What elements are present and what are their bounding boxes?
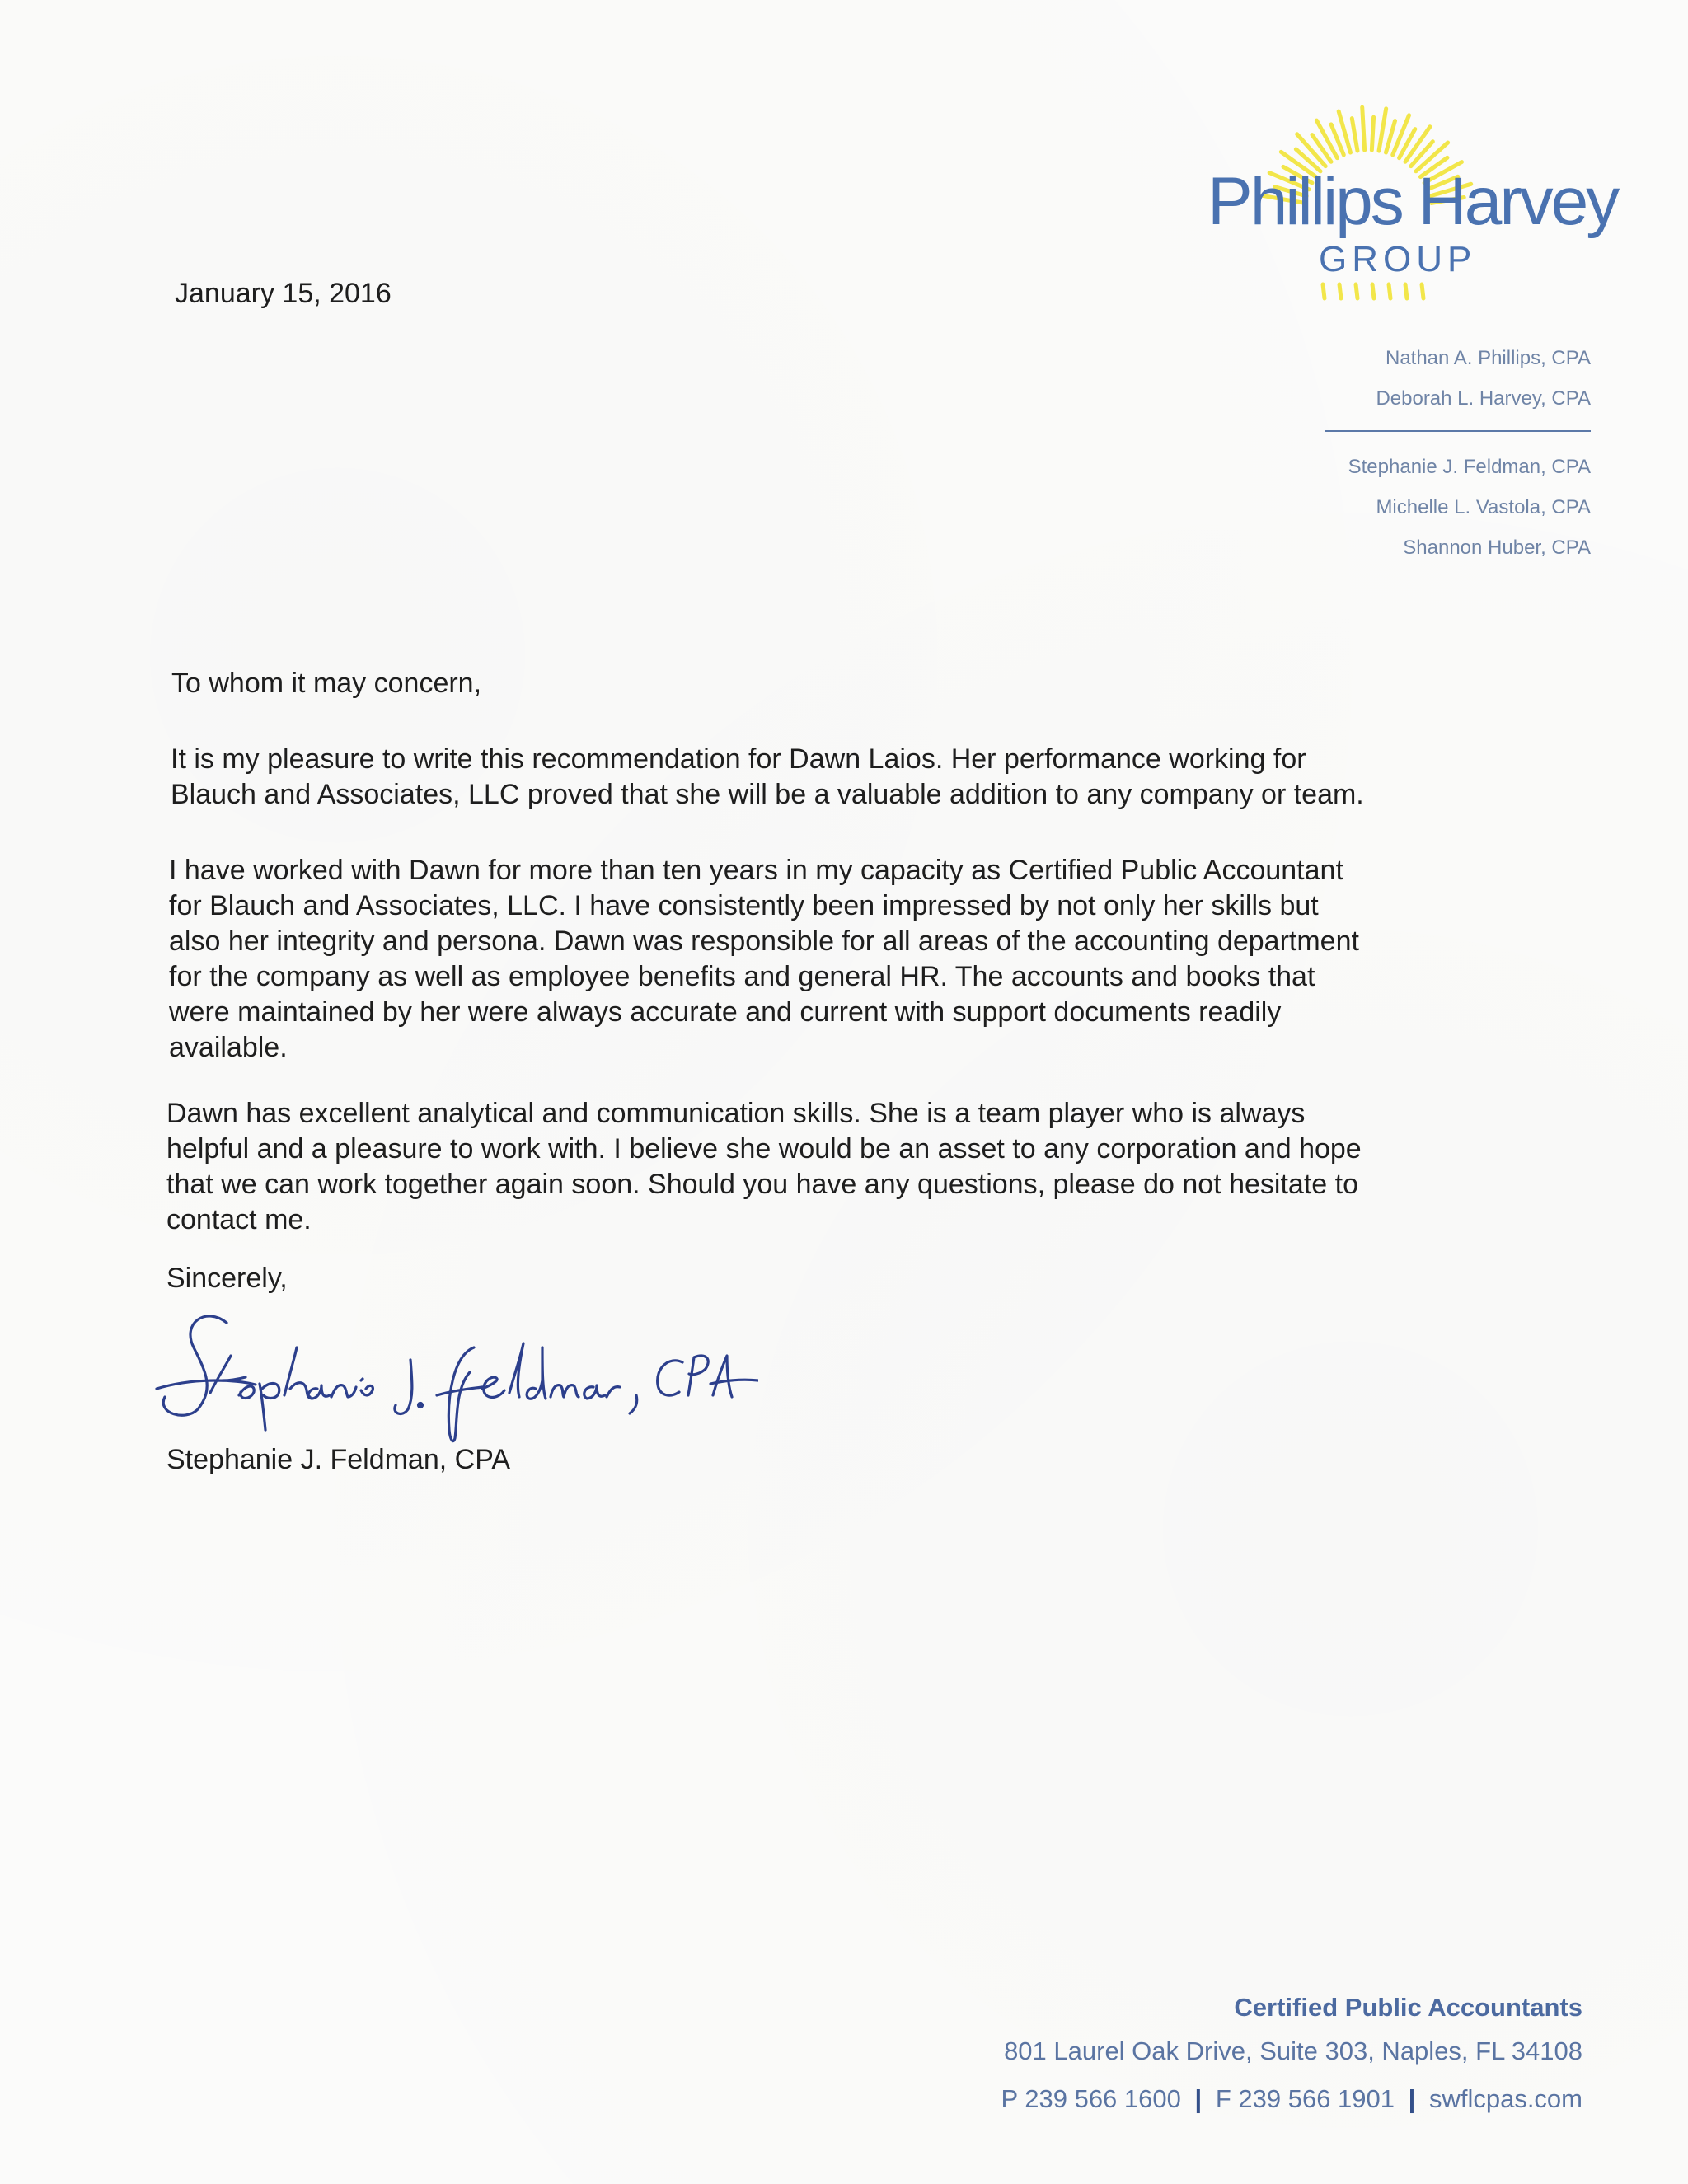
- paragraph-line: contact me.: [166, 1204, 312, 1235]
- associate-name: Michelle L. Vastola, CPA: [1376, 496, 1591, 518]
- paragraph-2: [169, 853, 1488, 1066]
- paragraph-line: for the company as well as employee benefits and general HR. The accounts and books that: [169, 961, 1315, 992]
- logo-group-text: GROUP: [1319, 239, 1477, 279]
- letter-closing: Sincerely,: [166, 1263, 288, 1294]
- paragraph-line: It is my pleasure to write this recommendation for Dawn Laios. Her performance working for: [171, 743, 1306, 775]
- partner-name: Nathan A. Phillips, CPA: [1385, 347, 1591, 369]
- associate-name: Stephanie J. Feldman, CPA: [1348, 456, 1591, 478]
- paragraph-line: I have worked with Dawn for more than ten years in my capacity as Certified Public Accountant: [169, 855, 1343, 886]
- partner-name: Deborah L. Harvey, CPA: [1376, 387, 1591, 410]
- letterhead-footer: [1001, 1988, 1582, 2123]
- sun-ray: [1352, 119, 1357, 151]
- associate-name: Shannon Huber, CPA: [1403, 537, 1591, 559]
- paragraph-1: [171, 742, 1489, 813]
- signer-name: Stephanie J. Feldman, CPA: [166, 1444, 511, 1475]
- footer-address: 801 Laurel Oak Drive, Suite 303, Naples, FL 34108: [1004, 2036, 1582, 2065]
- sun-ray: [1362, 107, 1365, 150]
- footer-phone: P 239 566 1600: [1001, 2084, 1181, 2113]
- letter-date: January 15, 2016: [175, 278, 392, 309]
- paragraph-line: available.: [169, 1032, 288, 1063]
- footer-fax: F 239 566 1901: [1215, 2084, 1395, 2113]
- paragraph-line: Blauch and Associates, LLC proved that she will be a valuable addition to any company or team.: [171, 779, 1364, 810]
- footer-separator: |: [1194, 2084, 1203, 2113]
- handwritten-signature: [148, 1298, 758, 1446]
- paragraph-line: for Blauch and Associates, LLC. I have consistently been impressed by not only her skills but: [169, 890, 1319, 921]
- partner-divider: [1325, 430, 1591, 432]
- sun-ray: [1379, 109, 1386, 151]
- footer-separator: |: [1408, 2084, 1416, 2113]
- paragraph-3: [166, 1096, 1485, 1238]
- paragraph-line: also her integrity and persona. Dawn was responsible for all areas of the accounting department: [169, 926, 1359, 957]
- letter-salutation: To whom it may concern,: [171, 668, 482, 699]
- sun-ray: [1372, 117, 1373, 150]
- footer-contact-line: [1001, 2075, 1582, 2123]
- footer-title: Certified Public Accountants: [1234, 1993, 1582, 2022]
- paragraph-line: were maintained by her were always accurate and current with support documents readily: [169, 996, 1282, 1028]
- paragraph-line: helpful and a pleasure to work with. I believe she would be an asset to any corporation and hope: [166, 1133, 1362, 1165]
- footer-website: swflcpas.com: [1428, 2084, 1582, 2113]
- partner-list: [1325, 338, 1591, 568]
- logo-wordmark: Phillips Harvey: [1207, 164, 1618, 239]
- paragraph-line: that we can work together again soon. Should you have any questions, please do not hesitate to: [166, 1169, 1358, 1200]
- paragraph-line: Dawn has excellent analytical and communication skills. She is a team player who is always: [166, 1098, 1306, 1129]
